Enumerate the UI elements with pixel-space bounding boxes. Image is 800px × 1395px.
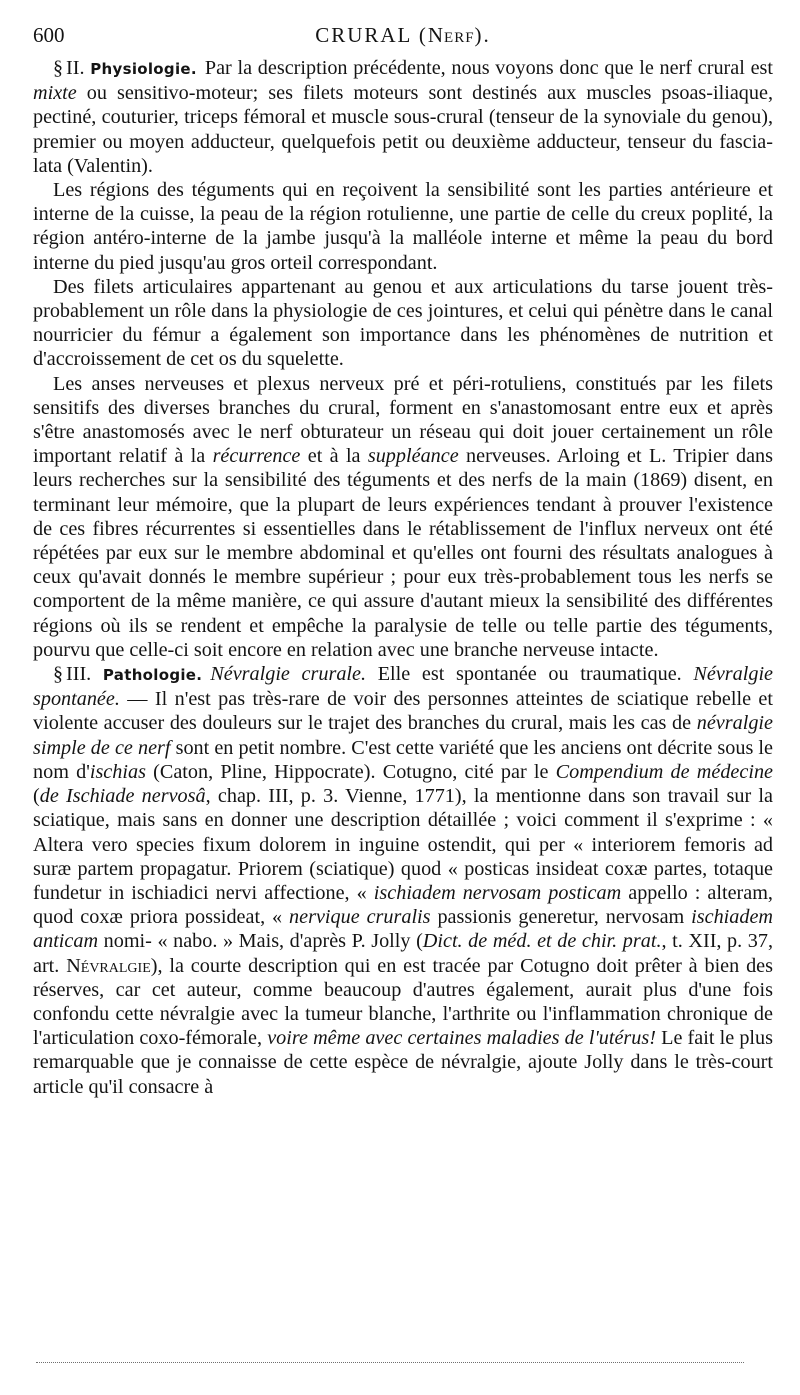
- footer-dotted-rule: [36, 1362, 744, 1363]
- italic-run: voire même avec certaines maladies de l'utérus!: [267, 1027, 656, 1050]
- section-number: III.: [66, 663, 92, 686]
- title-main: CRURAL (: [315, 23, 428, 47]
- text-run: , chap. III, p. 3. Vienne, 1771), la mentionne dans son travail sur la sciatique, mais sans en donner une description détaillée ; voici comment il s'exprime : « Altera vero species fixum dolorem in inguine ostendit, qui per « interiorem femoris ad suræ partem propagatur. Priorem (sciatique) quod « posticas insideat coxæ partes, totaque fundetur in ischiadici nervi affectione, «: [33, 785, 774, 904]
- text-run: Par la description précédente, nous voyons donc que le nerf crural est: [204, 57, 773, 79]
- physiology-paragraph-2: Les régions des téguments qui en reçoivent la sensibilité sont les parties antérieure et interne de la cuisse, la peau de la région rotulienne, une partie de celle du creux poplité, la région antéro-interne de la jambe jusqu'à la malléole interne et même la peau du bord interne du pied jusqu'au gros orteil correspondant.: [33, 179, 773, 274]
- text-run: Les anses nerveuses et plexus nerveux pré et péri-rotuliens, constitués par les filets sensitifs des diverses branches du crural, forment en s'anastomosant entre eux et après s'être anastomosés avec le nerf obturateur un réseau qui doit jouer certainement un rôle important relatif à la: [33, 372, 773, 468]
- text-run: et à la: [300, 445, 368, 468]
- italic-run: Dict. de méd. et de chir. prat.: [422, 930, 662, 953]
- text-run: (Caton, Pline, Hippocrate). Cotugno, cité par le: [145, 760, 556, 783]
- italic-run: ischias: [89, 760, 146, 783]
- physiology-paragraph-4: [33, 372, 773, 662]
- page-title: [33, 23, 773, 48]
- section-heading: Pathologie.: [102, 666, 203, 685]
- text-run: Elle est spontanée ou traumatique.: [366, 663, 694, 686]
- italic-run: nervique cruralis: [289, 906, 431, 929]
- section-number: II.: [66, 57, 85, 79]
- section-sign-icon: §: [53, 663, 63, 686]
- text-run: , t. XII, p. 37, art.: [33, 930, 774, 977]
- section-heading: Physiologie.: [90, 60, 197, 78]
- italic-run: Compendium de médecine: [555, 760, 774, 783]
- pathology-paragraph-1: [33, 662, 773, 1099]
- text-run: appello : alteram, quod coxæ priora possideat, «: [33, 881, 773, 929]
- text-run: ou sensitivo-moteur; ses filets moteurs sont destinés aux muscles psoas-iliaque, pectiné, couturier, triceps fémoral et muscle sous-crural (tenseur de la synoviale du genou), premier ou moyen adducteur, quelquefois petit ou deuxième adducteur, tenseur du fascia-lata (Valentin).: [33, 82, 773, 177]
- text-run: sont en petit nombre. C'est cette variété que les anciens ont décrite sous le nom d': [33, 736, 774, 783]
- italic-run: Névralgie spontanée.: [33, 663, 774, 711]
- italic-run: de Ischiade nervosâ: [39, 785, 206, 808]
- title-small-caps: Nerf: [427, 23, 475, 47]
- text-run: nomi- « nabo. » Mais, d'après P. Jolly (: [98, 930, 423, 953]
- text-run: ), la courte description qui en est tracée par Cotugno doit prêter à bien des réserves, car cet auteur, comme beaucoup d'autres également, aurait plus d'une fois confondu cette névralgie avec la tumeur blanche, l'arthrite ou l'inflammation chronique de l'articulation coxo-fémorale,: [33, 954, 773, 1050]
- italic-run: mixte: [33, 82, 77, 105]
- text-run: — Il n'est pas très-rare de voir des personnes atteintes de sciatique rebelle et violente accuser des douleurs sur le trajet des branches du crural, mais les cas de: [33, 688, 773, 735]
- italic-run: névralgie simple de ce nerf: [33, 712, 773, 759]
- italic-run: récurrence: [212, 445, 301, 468]
- section-sign-icon: §: [53, 57, 63, 79]
- physiology-paragraph-3: Des filets articulaires appartenant au genou et aux articulations du tarse jouent très-probablement un rôle dans la physiologie de ces jointures, et celui qui pénètre dans le canal nourricier du fémur a également son importance dans les phénomènes de nutrition et d'accroissement de cet os du squelette.: [33, 275, 773, 371]
- physiology-paragraph-1: [33, 56, 773, 178]
- text-run: (: [33, 785, 40, 808]
- text-run: Le fait le plus remarquable que je connaisse de cette espèce de névralgie, ajoute Jolly dans le très-court article qu'il consacre à: [33, 1027, 773, 1098]
- small-caps-run: Névralgie: [66, 954, 151, 977]
- italic-run: ischiadem anticam: [33, 906, 774, 953]
- page-number: 600: [33, 23, 65, 47]
- text-run: nerveuses. Arloing et L. Tripier dans leurs recherches sur la sensibilité des téguments et des nerfs de la main (1869) disent, en terminant leur mémoire, que la plupart de leurs expériences tendant à prouver l'existence de ces fibres récurrentes si essentielles dans le rétablissement de l'influx nerveux ont été répétées par eux sur le membre abdominal et qu'elles ont fourni des résultats analogues à ceux qu'avait donnés le membre supérieur ; pour eux très-probablement tous les nerfs se comportent de la même manière, ce qui assure d'autant mieux la sensibilité des différentes régions où ils se rendent et empêche la paralysie de telle ou telle partie des téguments, pourvu que celle-ci soit encore en relation avec une branche nerveuse intacte.: [33, 445, 773, 661]
- italic-run: ischiadem nervosam posticam: [373, 881, 622, 904]
- text-run: passionis generetur, nervosam: [430, 906, 692, 929]
- running-head: [33, 20, 773, 50]
- italic-run: suppléance: [367, 445, 459, 468]
- document-page: [33, 20, 773, 1340]
- italic-run: Névralgie crurale.: [210, 663, 367, 686]
- title-close: ).: [474, 23, 491, 47]
